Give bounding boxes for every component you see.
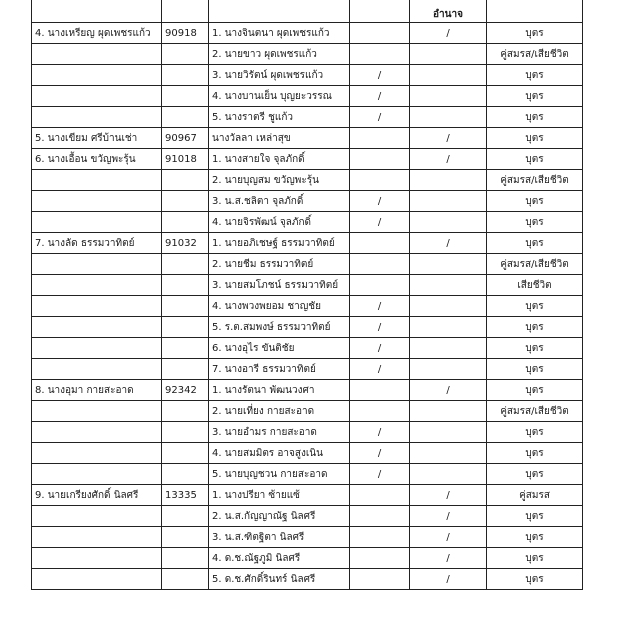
table-row <box>32 380 583 401</box>
cell-beneficiary: 3. นายสมโภชน์ ธรรมวาทิตย์ <box>209 275 350 296</box>
cell-mark-authority <box>410 296 487 317</box>
cell-member-code: 13335 <box>162 485 209 506</box>
cell-relation: บุตร <box>487 359 583 380</box>
cell-insured-name: 5. นางเขียม ศรีบ้านเช่า <box>32 128 162 149</box>
cell-member-code <box>162 296 209 317</box>
cell-insured-name: 4. นางเหรียญ ผุดเพชรแก้ว <box>32 23 162 44</box>
cell-relation: บุตร <box>487 233 583 254</box>
cell-mark-1 <box>350 149 410 170</box>
table-row <box>32 65 583 86</box>
cell-mark-1 <box>350 44 410 65</box>
cell-mark-authority: / <box>410 233 487 254</box>
cell-relation: บุตร <box>487 443 583 464</box>
table-row <box>32 107 583 128</box>
cell-mark-authority <box>410 275 487 296</box>
cell-beneficiary: 2. นายบุญสม ขวัญพะรุ้น <box>209 170 350 191</box>
cell-relation: บุตร <box>487 23 583 44</box>
cell-mark-authority <box>410 170 487 191</box>
cell-member-code <box>162 527 209 548</box>
cell-insured-name <box>32 107 162 128</box>
cell-relation: บุตร <box>487 548 583 569</box>
cell-mark-1 <box>350 401 410 422</box>
cell-relation: บุตร <box>487 464 583 485</box>
cell-beneficiary: 4. นายจิรพัฒน์ จุลภักดิ์ <box>209 212 350 233</box>
cell-member-code <box>162 464 209 485</box>
cell-relation: คู่สมรส <box>487 485 583 506</box>
cell-relation: คู่สมรส/เสียชีวิต <box>487 170 583 191</box>
table-row <box>32 359 583 380</box>
cell-beneficiary: 4. ด.ช.ณัฐภูมิ นิลศรี <box>209 548 350 569</box>
cell-insured-name <box>32 296 162 317</box>
header-cell-authority: อำนาจ <box>410 0 487 23</box>
cell-mark-authority <box>410 401 487 422</box>
cell-mark-1 <box>350 569 410 590</box>
table-row <box>32 443 583 464</box>
cell-mark-1: / <box>350 359 410 380</box>
cell-insured-name <box>32 86 162 107</box>
cell-insured-name <box>32 338 162 359</box>
cell-mark-1: / <box>350 107 410 128</box>
cell-member-code <box>162 317 209 338</box>
cell-member-code <box>162 338 209 359</box>
cell-beneficiary: 4. นายสมมิตร อาจสูงเนิน <box>209 443 350 464</box>
cell-member-code <box>162 422 209 443</box>
cell-mark-1 <box>350 275 410 296</box>
table-row <box>32 44 583 65</box>
cell-mark-authority: / <box>410 506 487 527</box>
cell-beneficiary: 1. นางจินตนา ผุดเพชรแก้ว <box>209 23 350 44</box>
cell-mark-1: / <box>350 464 410 485</box>
cell-beneficiary: 3. นายวิรัตน์ ผุดเพชรแก้ว <box>209 65 350 86</box>
cell-mark-1: / <box>350 86 410 107</box>
table-row <box>32 401 583 422</box>
cell-relation: บุตร <box>487 317 583 338</box>
cell-member-code <box>162 569 209 590</box>
cell-mark-authority <box>410 65 487 86</box>
cell-mark-authority <box>410 443 487 464</box>
table-row <box>32 527 583 548</box>
cell-relation: คู่สมรส/เสียชีวิต <box>487 44 583 65</box>
cell-member-code <box>162 443 209 464</box>
cell-member-code: 91032 <box>162 233 209 254</box>
cell-member-code <box>162 65 209 86</box>
cell-insured-name <box>32 527 162 548</box>
cell-insured-name: 8. นางอุมา กายสะอาด <box>32 380 162 401</box>
cell-member-code: 92342 <box>162 380 209 401</box>
table-row <box>32 506 583 527</box>
cell-member-code <box>162 275 209 296</box>
cell-mark-1 <box>350 170 410 191</box>
cell-beneficiary: 4. นางบานเย็น บุญยะวรรณ <box>209 86 350 107</box>
cell-mark-authority <box>410 317 487 338</box>
table-row <box>32 86 583 107</box>
cell-mark-authority: / <box>410 23 487 44</box>
cell-mark-1 <box>350 548 410 569</box>
cell-beneficiary: 2. น.ส.กัญญาณัฐ นิลศรี <box>209 506 350 527</box>
cell-relation: บุตร <box>487 86 583 107</box>
table-row <box>32 149 583 170</box>
table-row <box>32 569 583 590</box>
cell-insured-name <box>32 548 162 569</box>
cell-beneficiary: 3. น.ส.ฑิตฐิตา นิลศรี <box>209 527 350 548</box>
table-row <box>32 548 583 569</box>
cell-member-code <box>162 401 209 422</box>
cell-insured-name <box>32 443 162 464</box>
table-body <box>32 0 583 590</box>
cell-mark-authority <box>410 44 487 65</box>
table-row <box>32 338 583 359</box>
cell-relation: บุตร <box>487 212 583 233</box>
cell-member-code <box>162 44 209 65</box>
table-row <box>32 23 583 44</box>
cell-mark-1 <box>350 233 410 254</box>
cell-insured-name: 6. นางเอื้อน ขวัญพะรุ้น <box>32 149 162 170</box>
cell-member-code <box>162 86 209 107</box>
cell-mark-1 <box>350 254 410 275</box>
cell-mark-1 <box>350 485 410 506</box>
cell-insured-name <box>32 212 162 233</box>
table-row <box>32 485 583 506</box>
cell-mark-authority: / <box>410 485 487 506</box>
cell-mark-authority <box>410 191 487 212</box>
cell-relation: บุตร <box>487 296 583 317</box>
cell-beneficiary: 1. นายอภิเชษฐ์ ธรรมวาทิตย์ <box>209 233 350 254</box>
cell-relation: คู่สมรส/เสียชีวิต <box>487 401 583 422</box>
cell-insured-name <box>32 170 162 191</box>
cell-relation: คู่สมรส/เสียชีวิต <box>487 254 583 275</box>
table-row <box>32 296 583 317</box>
cell-member-code <box>162 506 209 527</box>
cell-insured-name <box>32 464 162 485</box>
cell-insured-name <box>32 506 162 527</box>
cell-mark-1 <box>350 527 410 548</box>
cell-mark-authority <box>410 464 487 485</box>
cell-member-code <box>162 191 209 212</box>
cell-insured-name <box>32 191 162 212</box>
cell-relation: บุตร <box>487 506 583 527</box>
header-cell-code <box>162 0 209 23</box>
cell-relation: บุตร <box>487 380 583 401</box>
cell-beneficiary: 4. นางพวงพยอม ชาญชัย <box>209 296 350 317</box>
cell-member-code <box>162 212 209 233</box>
cell-mark-1 <box>350 380 410 401</box>
cell-beneficiary: 7. นางอารี ธรรมวาทิตย์ <box>209 359 350 380</box>
cell-insured-name <box>32 275 162 296</box>
cell-beneficiary: 2. นายเที่ยง กายสะอาด <box>209 401 350 422</box>
cell-relation: บุตร <box>487 149 583 170</box>
cell-mark-1 <box>350 128 410 149</box>
table-row <box>32 464 583 485</box>
cell-mark-1 <box>350 23 410 44</box>
cell-beneficiary: 2. นายขาว ผุดเพชรแก้ว <box>209 44 350 65</box>
cell-insured-name <box>32 359 162 380</box>
cell-insured-name <box>32 422 162 443</box>
table-row <box>32 422 583 443</box>
cell-insured-name: 7. นางลัด ธรรมวาทิตย์ <box>32 233 162 254</box>
cell-relation: บุตร <box>487 338 583 359</box>
cell-member-code <box>162 170 209 191</box>
cell-insured-name <box>32 317 162 338</box>
cell-mark-1: / <box>350 65 410 86</box>
cell-mark-1: / <box>350 422 410 443</box>
cell-mark-authority <box>410 359 487 380</box>
cell-relation: บุตร <box>487 191 583 212</box>
cell-member-code: 90967 <box>162 128 209 149</box>
cell-mark-1: / <box>350 338 410 359</box>
cell-member-code <box>162 254 209 275</box>
header-cell-mark1 <box>350 0 410 23</box>
cell-beneficiary: 3. น.ส.ชลิตา จุลภักดิ์ <box>209 191 350 212</box>
cell-mark-authority <box>410 254 487 275</box>
table-row <box>32 254 583 275</box>
cell-member-code: 91018 <box>162 149 209 170</box>
header-row <box>32 0 583 23</box>
cell-beneficiary: 6. นางอุไร ขันติชัย <box>209 338 350 359</box>
cell-insured-name <box>32 254 162 275</box>
cell-mark-authority: / <box>410 128 487 149</box>
cell-relation: บุตร <box>487 107 583 128</box>
cell-beneficiary: 1. นางรัตนา พัฒนวงศา <box>209 380 350 401</box>
cell-mark-1: / <box>350 317 410 338</box>
cell-insured-name <box>32 401 162 422</box>
cell-relation: บุตร <box>487 65 583 86</box>
cell-member-code <box>162 107 209 128</box>
cell-relation: บุตร <box>487 569 583 590</box>
table-row <box>32 275 583 296</box>
table-row <box>32 317 583 338</box>
cell-mark-authority <box>410 422 487 443</box>
header-cell-name <box>32 0 162 23</box>
cell-beneficiary: นางวัลลา เหล่าสุข <box>209 128 350 149</box>
cell-mark-authority <box>410 107 487 128</box>
cell-mark-authority: / <box>410 149 487 170</box>
cell-relation: บุตร <box>487 128 583 149</box>
cell-mark-authority: / <box>410 527 487 548</box>
cell-member-code <box>162 548 209 569</box>
cell-mark-1: / <box>350 212 410 233</box>
table-row <box>32 233 583 254</box>
cell-mark-authority: / <box>410 569 487 590</box>
cell-mark-authority: / <box>410 380 487 401</box>
cell-insured-name: 9. นายเกรียงศักดิ์ นิลศรี <box>32 485 162 506</box>
cell-member-code <box>162 359 209 380</box>
cell-relation: บุตร <box>487 527 583 548</box>
cell-beneficiary: 1. นางปรียา ซ้ายแซ้ <box>209 485 350 506</box>
cell-beneficiary: 2. นายชีม ธรรมวาทิตย์ <box>209 254 350 275</box>
header-cell-relation <box>487 0 583 23</box>
cell-relation: บุตร <box>487 422 583 443</box>
cell-mark-authority <box>410 86 487 107</box>
cell-mark-1: / <box>350 191 410 212</box>
table-row <box>32 170 583 191</box>
cell-mark-authority <box>410 212 487 233</box>
cell-beneficiary: 1. นางสายใจ จุลภักดิ์ <box>209 149 350 170</box>
cell-member-code: 90918 <box>162 23 209 44</box>
table-row <box>32 128 583 149</box>
cell-beneficiary: 5. ด.ช.ศักดิ์รินทร์ นิลศรี <box>209 569 350 590</box>
cell-relation: เสียชีวิต <box>487 275 583 296</box>
table-row <box>32 212 583 233</box>
cell-insured-name <box>32 65 162 86</box>
beneficiary-table <box>31 0 583 590</box>
cell-beneficiary: 5. ร.ต.สมพงษ์ ธรรมวาทิตย์ <box>209 317 350 338</box>
cell-mark-1: / <box>350 296 410 317</box>
cell-beneficiary: 3. นายอำมร กายสะอาด <box>209 422 350 443</box>
cell-mark-1 <box>350 506 410 527</box>
cell-mark-1: / <box>350 443 410 464</box>
cell-mark-authority <box>410 338 487 359</box>
table-row <box>32 191 583 212</box>
cell-insured-name <box>32 44 162 65</box>
header-cell-member <box>209 0 350 23</box>
cell-insured-name <box>32 569 162 590</box>
cell-beneficiary: 5. นางราตรี ชูแก้ว <box>209 107 350 128</box>
cell-beneficiary: 5. นายบุญชวน กายสะอาด <box>209 464 350 485</box>
cell-mark-authority: / <box>410 548 487 569</box>
